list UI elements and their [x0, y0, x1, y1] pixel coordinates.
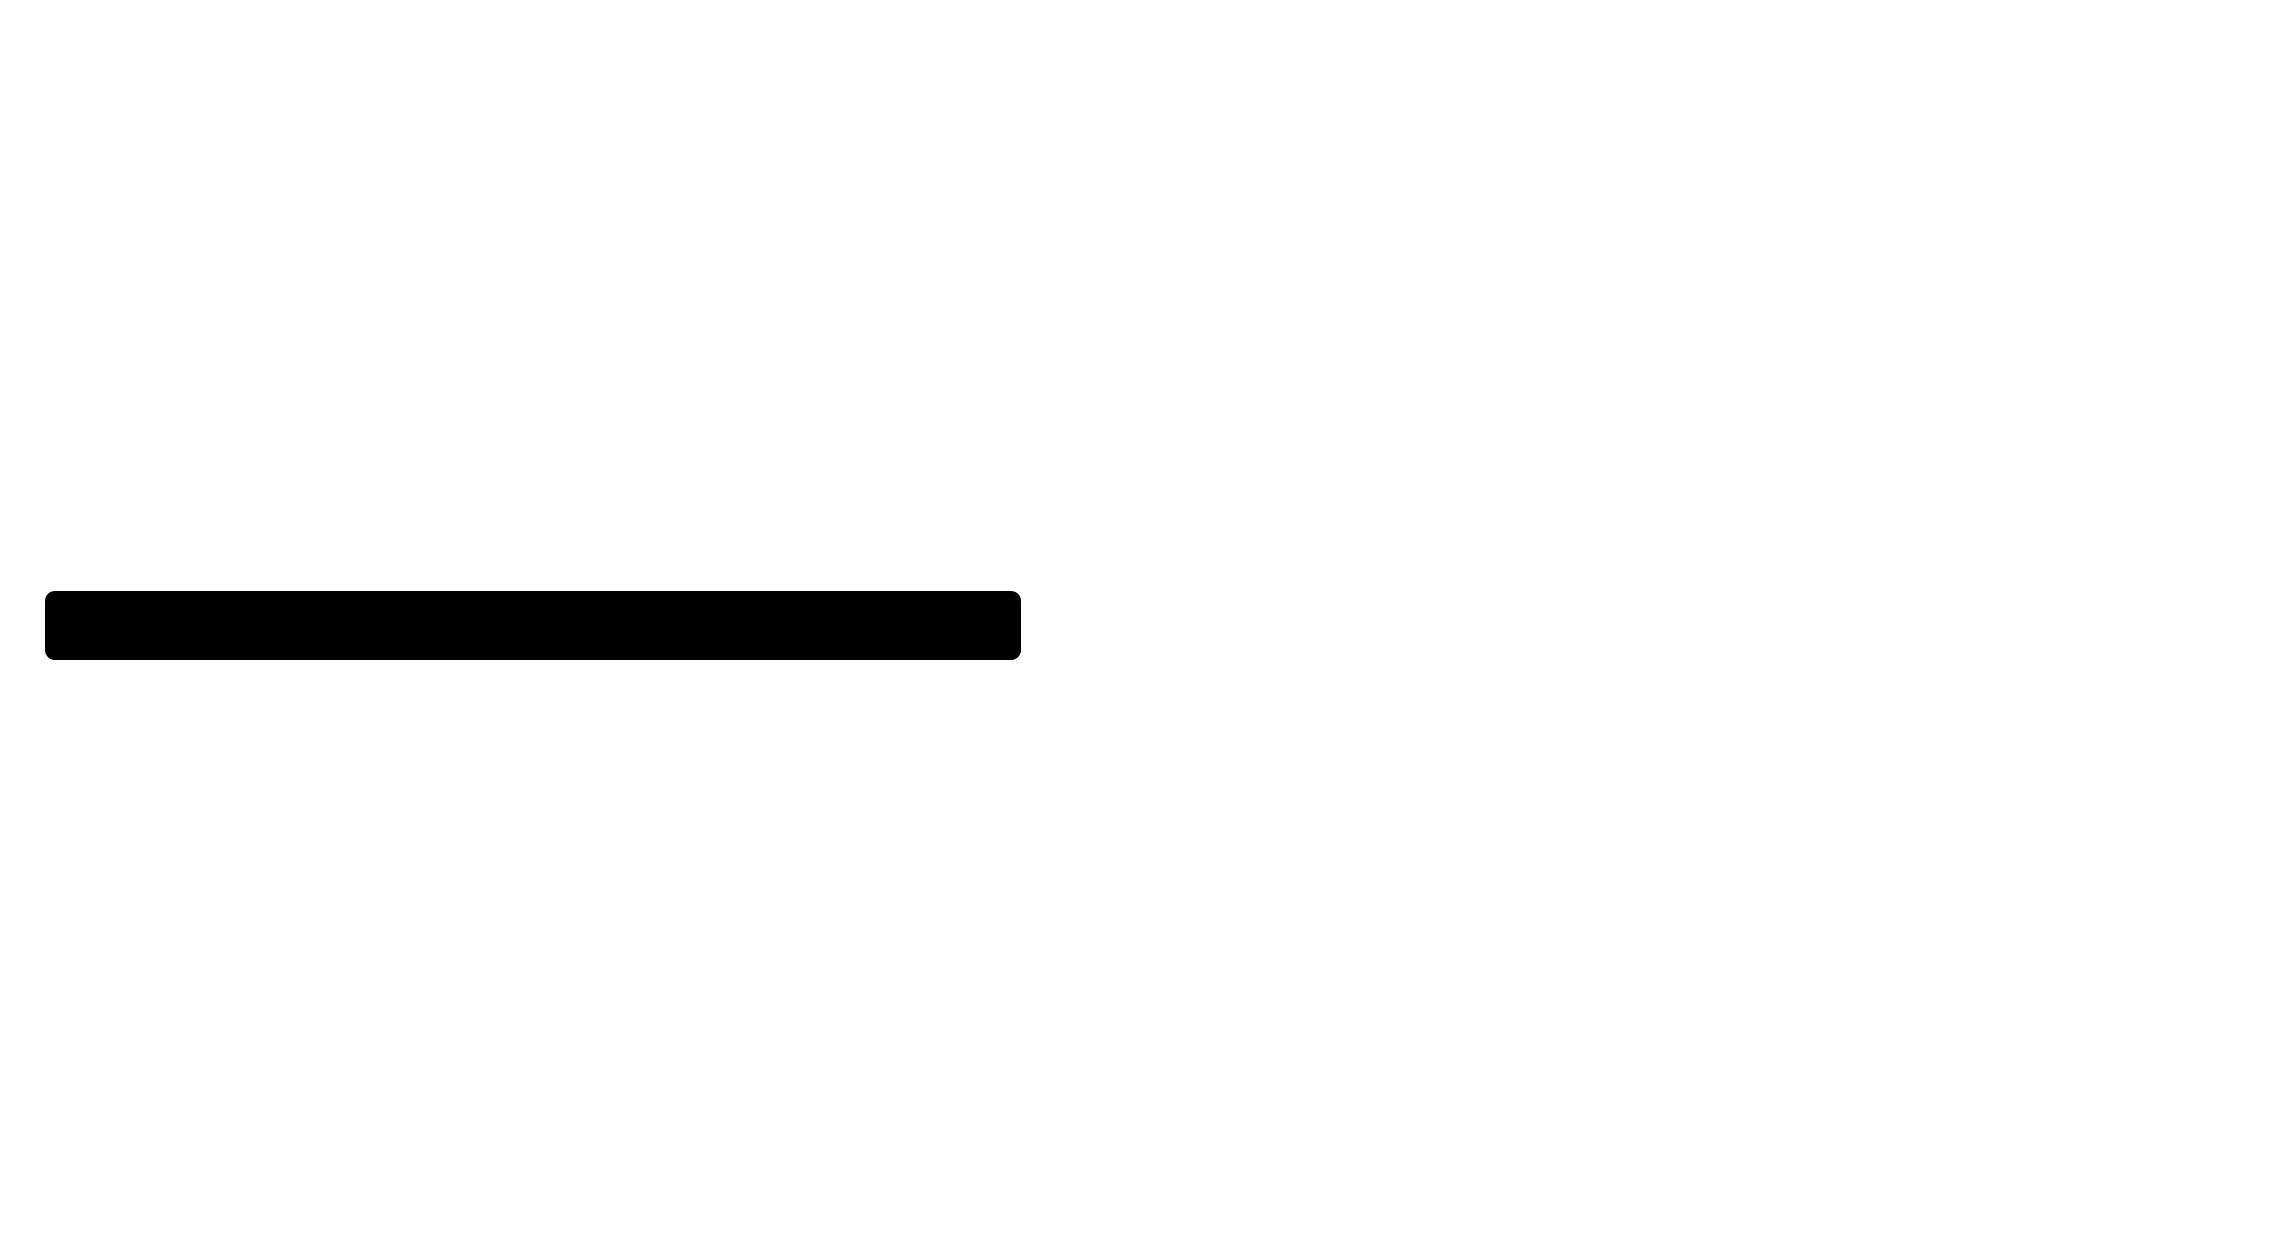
root-node[interactable]: [45, 591, 1021, 660]
